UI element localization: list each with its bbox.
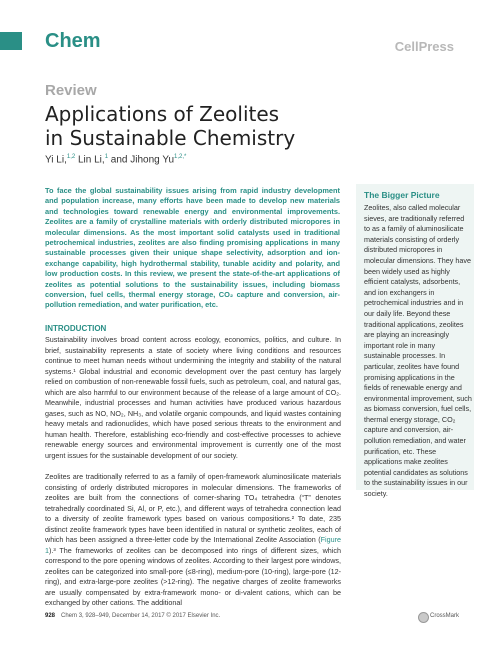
affiliation-marker[interactable]: 1,2,* <box>174 154 187 160</box>
title-line-1: Applications of Zeolites <box>45 102 280 126</box>
author-name[interactable]: Lin Li, <box>75 154 105 166</box>
title-line-2: in Sustainable Chemistry <box>45 126 296 150</box>
page-number: 928 <box>45 613 56 619</box>
intro-paragraph-2 <box>45 472 341 609</box>
journal-name[interactable]: Chem <box>45 30 101 52</box>
page-footer <box>45 613 220 619</box>
author-list <box>45 154 186 165</box>
figure-1-link[interactable]: Figure 1 <box>45 535 341 555</box>
bigger-picture-text: Zeolites, also called molecular sieves, are traditionally referred to as a family of aluminosilicate materials consisting of orderly distributed micropores in molecular dimensions. They have been widely used as highly efficient catalysts, adsorbents, and ion exchangers in petrochemical industries and in our daily life. Beyond these traditional applications, zeolites are playing an increasingly important role in many sustainable processes. In particular, zeolites have found promising applications in the fields of renewable energy and environmental improvement, such as biomass conversion, fuel cells, thermal energy storage, CO₂ capture and conversion, air-pollution remediation, and water purification, etc. These applications make zeolites potential candidates as solutions to the sustainability issues in our society. <box>364 203 472 499</box>
crossmark-label: CrossMark <box>430 613 460 619</box>
section-heading-introduction: INTRODUCTION <box>45 324 107 333</box>
crossmark-icon <box>418 612 429 623</box>
affiliation-marker[interactable]: 1 <box>104 154 109 160</box>
affiliation-marker[interactable]: 1,2 <box>66 154 76 160</box>
author-name[interactable]: Yi Li, <box>45 154 67 166</box>
article-title <box>45 102 295 150</box>
publisher-logo[interactable]: CellPress <box>394 39 454 54</box>
citation-line: Chem 3, 928–949, December 14, 2017 © 2017 Elsevier Inc. <box>61 613 221 619</box>
author-name[interactable]: and Jihong Yu <box>108 154 175 166</box>
article-category: Review <box>45 82 97 99</box>
paragraph-text: ).³ The frameworks of zeolites can be decomposed into rings of different sizes, which correspond to the pore opening windows of zeolites. According to their largest pore windows, zeolites can be categorized into small-pore (≤8-ring), medium-pore (10-ring), large-pore (12-ring), and extra-large-pore zeolites (>12-ring). The negative charges of zeolite frameworks are usually compensated by extra-framework mono- or di-valent cations, which can be exchanged by other cations. The additional <box>45 545 341 607</box>
abstract: To face the global sustainability issues arising from rapid industry development and population increase, many efforts have been made to develop new materials and technologies toward renewable energy and environmental improvements. Zeolites are a family of crystalline materials with orderly distributed micropores in molecular dimensions. As the most important solid catalysts used in traditional petrochemical industries, zeolites are also finding promising applications in many sustainable processes given their unique shape selectivity, adsorption and ion-exchange capability, high hydrothermal stability, tunable acidity and polarity, and low production costs. In this review, we present the state-of-the-art applications of zeolites as potential solutions to the sustainability issues, including biomass conversion, fuel cells, thermal energy storage, CO₂ capture and conversion, air-pollution remediation, and water purification, etc. <box>45 186 340 310</box>
header-accent-bar <box>0 32 22 50</box>
bigger-picture-title: The Bigger Picture <box>364 190 440 200</box>
paragraph-text: Zeolites are traditionally referred to as a family of open-framework aluminosilicate materials consisting of orderly distributed micropores in molecular dimensions. The frameworks of zeolites are built from the connections of corner-sharing TO₄ tetrahedra (“T” denotes tetrahedrally coordinated Si, Al, or P, etc.), and different ways of tetrahedra connection lead to a diversity of zeolite framework types based on various compositions.² To date, 235 distinct zeolite framework types have been identified in natural or synthetic zeolites, each of which has been assigned a three-letter code by the International Zeolite Association ( <box>45 472 341 544</box>
crossmark-badge[interactable] <box>418 611 460 623</box>
intro-paragraph-1: Sustainability involves broad content across ecology, economics, politics, and culture. In brief, sustainability represents a state of society where living conditions and resources continue to meet human needs without undermining the integrity and stability of the natural systems.¹ Global industrial and economic development over the past century has largely relied on combustion of non-renewable fossil fuels, such as petroleum, coal, and natural gas, which are also harmful to our environment because of the release of a large amount of CO₂. Meanwhile, industrial processes and human activities have produced various hazardous gases, such as NO, NO₂, NH₃, and volatile organic compounds, and liquid wastes containing heavy metals and radionuclides, which have posed serious threats to the environment and human health. Therefore, establishing eco-friendly and cost-effective processes to achieve renewable energy sources and environmental improvement is currently one of the most urgent issues for the sustainable development of our society. <box>45 335 341 460</box>
